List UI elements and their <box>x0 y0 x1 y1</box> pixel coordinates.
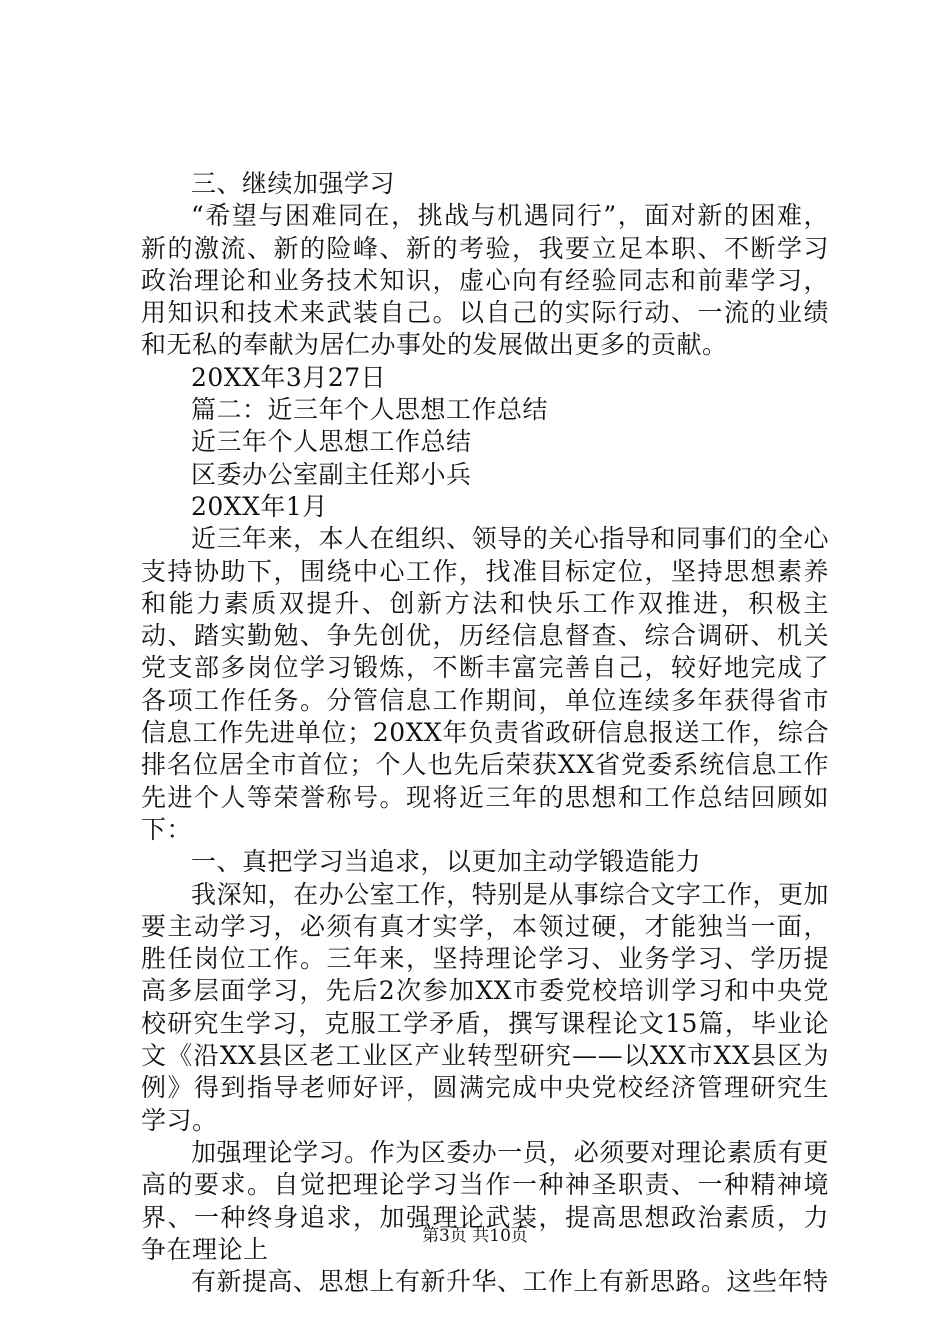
section-heading-learning: 一、真把学习当追求，以更加主动学锻造能力 <box>191 847 702 877</box>
page-number-footer: 第3页 共10页 <box>422 1226 528 1246</box>
date-line: 20XX年3月27日 <box>191 362 387 392</box>
paragraph-continuation: 有新提高、思想上有新升华、工作上有新思路。这些年特 <box>191 1267 829 1297</box>
paragraph-learning-commitment: “希望与困难同在，挑战与机遇同行”，面对新的困难，新的激流、新的险峰、新的考验，我要立足本职、不断学习政治理论和业务技术知识，虚心向有经验同志和前辈学习，用知识和技术来武装自己。以自己的实际行动、一流的业绩和无私的奉献为居仁办事处的发展做出更多的贡献。 <box>141 201 829 360</box>
article-title: 近三年个人思想工作总结 <box>191 427 472 457</box>
paragraph-overview: 近三年来，本人在组织、领导的关心指导和同事们的全心支持协助下，围绕中心工作，找准目标定位，坚持思想素养和能力素质双提升、创新方法和快乐工作双推进，积极主动、踏实勤勉、争先创优，历经信息督查、综合调研、机关党支部多岗位学习锻炼，不断丰富完善自己，较好地完成了各项工作任务。分管信息工作期间，单位连续多年获得省市信息工作先进单位；20XX年负责省政研信息报送工作，综合排名位居全市首位；个人也先后荣获XX省党委系统信息工作先进个人等荣誉称号。现将近三年的思想和工作总结回顾如下： <box>141 524 829 844</box>
section-heading-continue-learning: 三、继续加强学习 <box>191 169 396 198</box>
paragraph-study-experience: 我深知，在办公室工作，特别是从事综合文字工作，更加要主动学习，必须有真才实学，本领过硬，才能独当一面，胜任岗位工作。三年来，坚持理论学习、业务学习、学历提高多层面学习，先后2次参加XX市委党校培训学习和中央党校研究生学习，克服工学矛盾，撰写课程论文15篇，毕业论文《沿XX县区老工业区产业转型研究——以XX市XX县区为例》得到指导老师好评，圆满完成中央党校经济管理研究生学习。 <box>141 879 829 1135</box>
article-two-heading: 篇二：近三年个人思想工作总结 <box>191 395 549 425</box>
author-line: 区委办公室副主任郑小兵 <box>191 459 472 489</box>
article-date: 20XX年1月 <box>191 491 328 521</box>
document-body <box>141 168 829 1298</box>
paragraph-theory-study: 加强理论学习。作为区委办一员，必须要对理论素质有更高的要求。自觉把理论学习当作一种神圣职责、一种精神境界、一种终身追求，加强理论武装，提高思想政治素质，力争在理论上 <box>141 1137 829 1264</box>
